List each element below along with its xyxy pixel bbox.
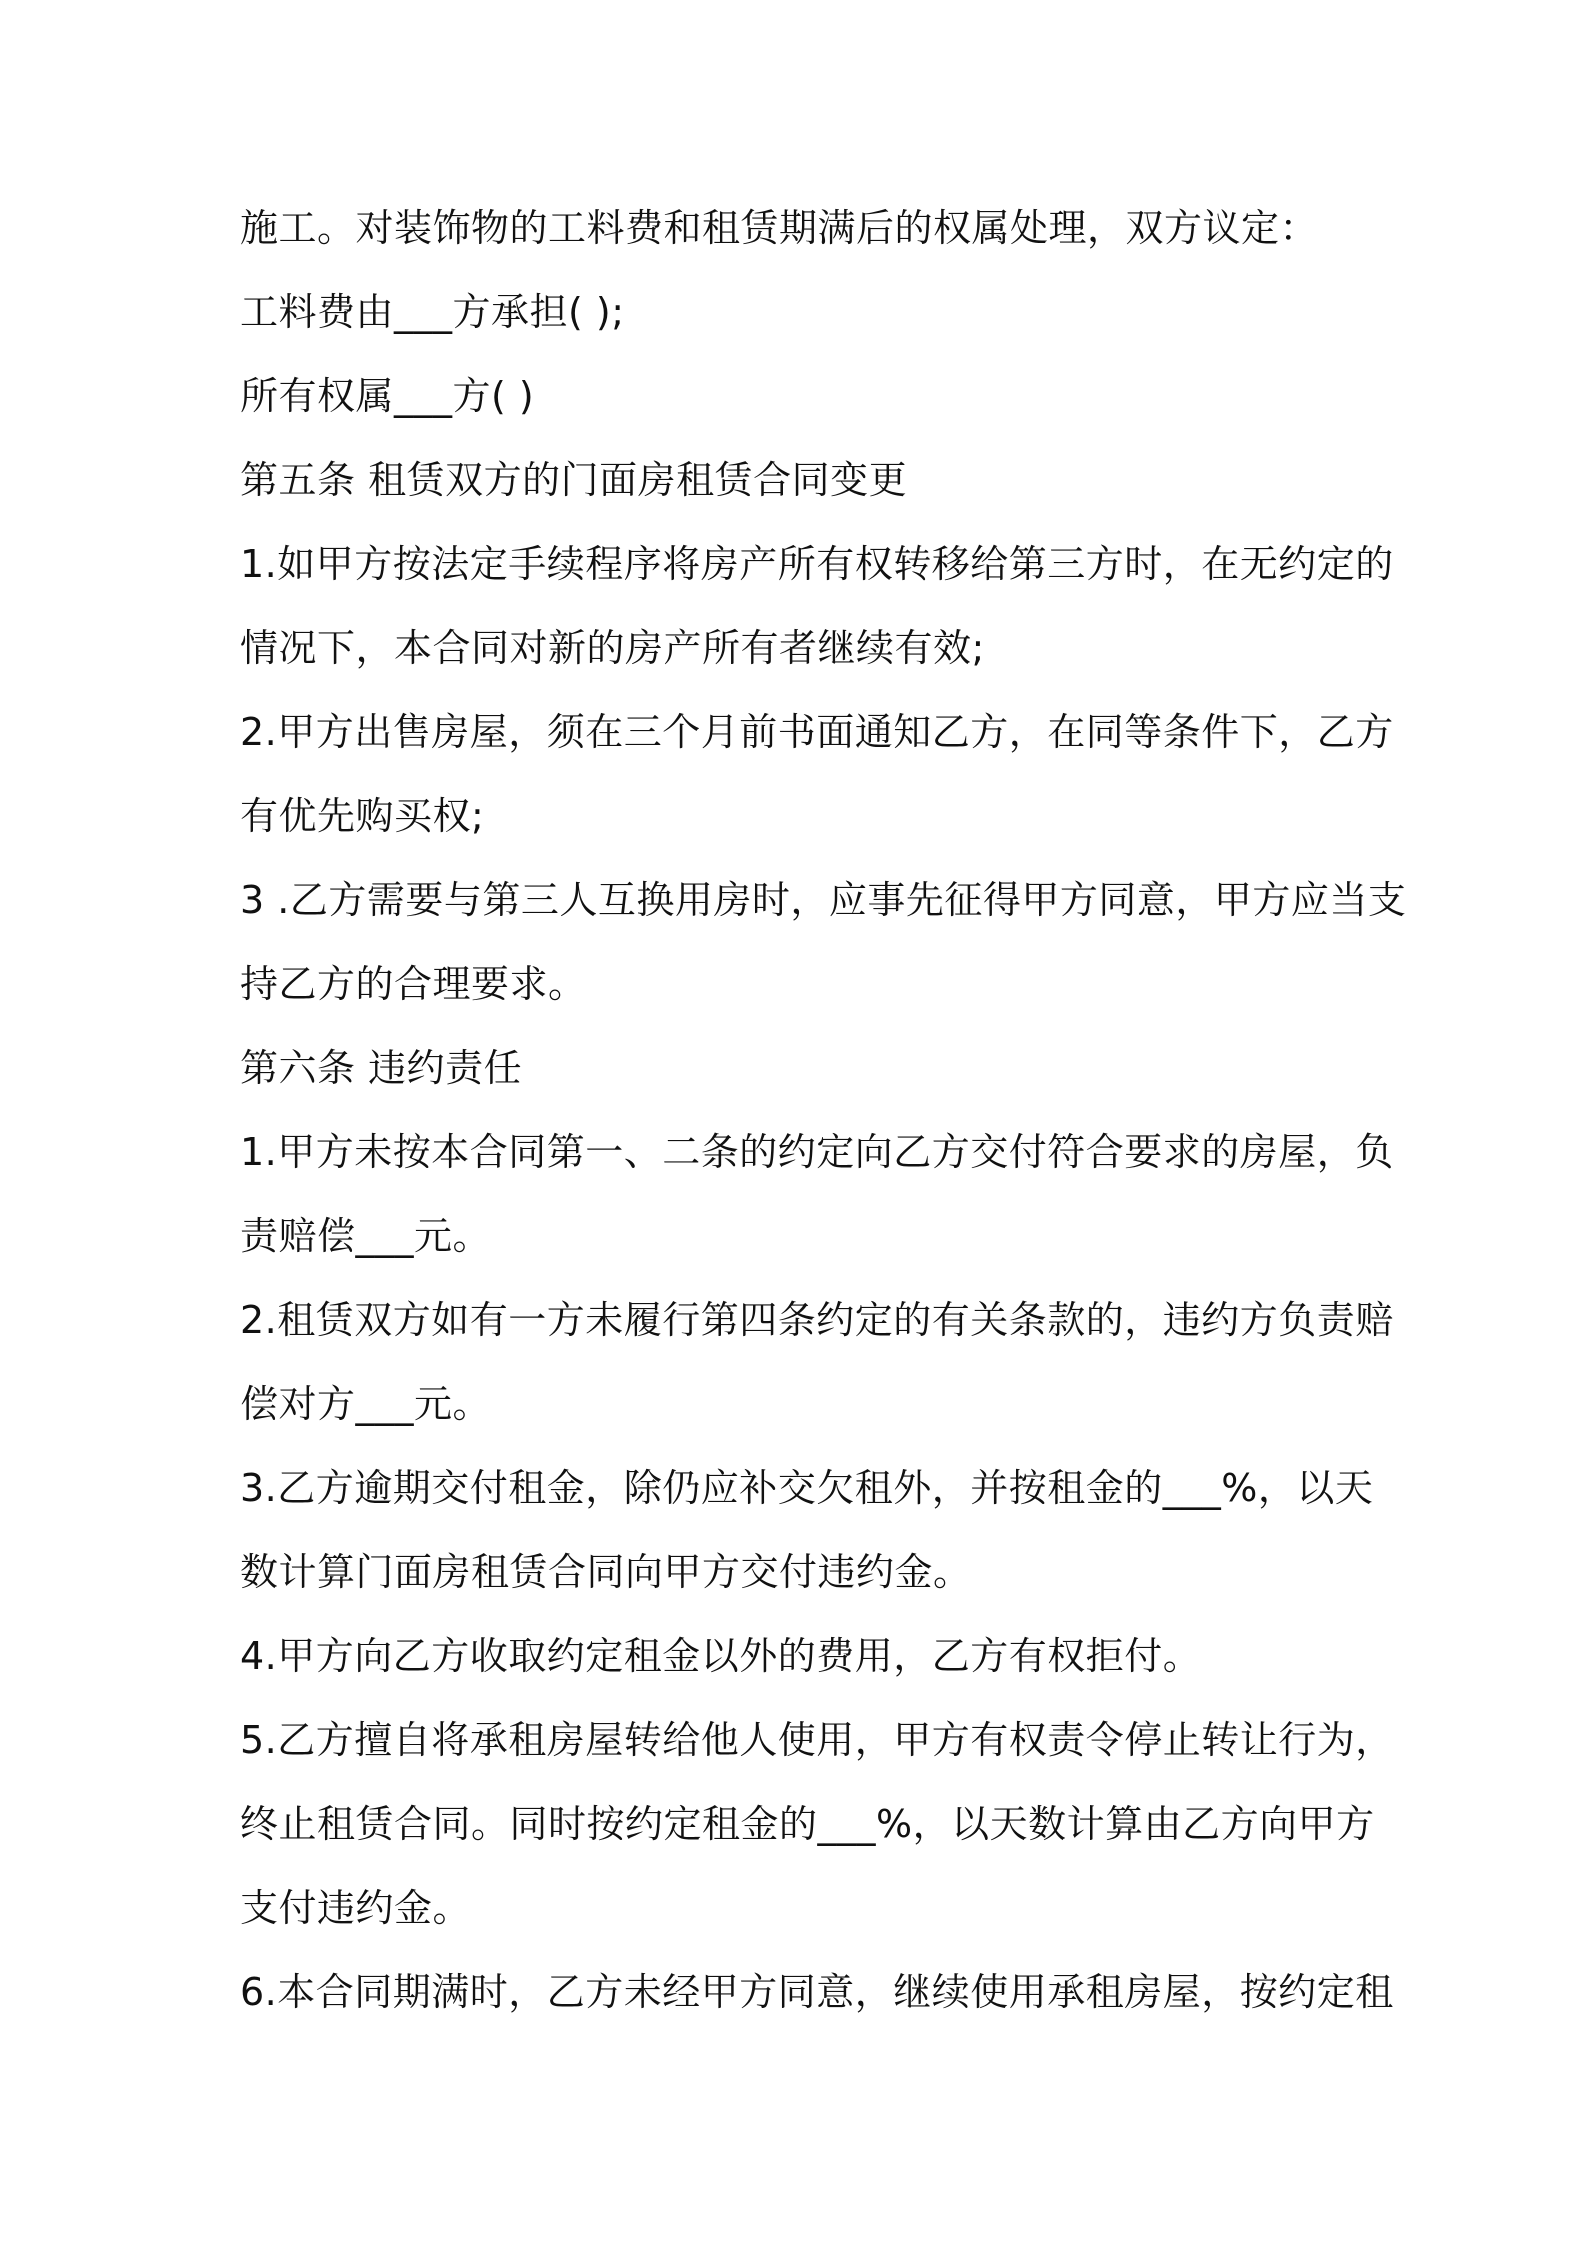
text-line: 情况下，本合同对新的房产所有者继续有效;: [240, 626, 985, 670]
text-line: 数计算门面房租赁合同向甲方交付违约金。: [240, 1550, 972, 1594]
text-line: 3.乙方逾期交付租金，除仍应补交欠租外，并按租金的___%，以天: [240, 1466, 1374, 1510]
text-line: 工料费由___方承担( );: [240, 290, 625, 334]
document-body: [240, 198, 1407, 2046]
text-line: 责赔偿___元。: [240, 1214, 492, 1258]
text-line: 终止租赁合同。同时按约定租金的___%，以天数计算由乙方向甲方: [240, 1802, 1375, 1846]
text-line: 所有权属___方( ): [240, 374, 535, 418]
section-heading: 第六条 违约责任: [240, 1046, 523, 1090]
text-line: 2.租赁双方如有一方未履行第四条约定的有关条款的，违约方负责赔: [240, 1298, 1394, 1342]
text-line: 4.甲方向乙方收取约定租金以外的费用，乙方有权拒付。: [240, 1634, 1202, 1678]
text-line: 持乙方的合理要求。: [240, 962, 587, 1006]
text-line: 5.乙方擅自将承租房屋转给他人使用，甲方有权责令停止转让行为，: [240, 1718, 1394, 1762]
text-line: 2.甲方出售房屋，须在三个月前书面通知乙方，在同等条件下，乙方: [240, 710, 1394, 754]
text-line: 支付违约金。: [240, 1886, 472, 1930]
text-line: 3 .乙方需要与第三人互换用房时，应事先征得甲方同意，甲方应当支: [240, 878, 1407, 922]
text-line: 1.如甲方按法定手续程序将房产所有权转移给第三方时，在无约定的: [240, 542, 1394, 586]
text-line: 施工。对装饰物的工料费和租赁期满后的权属处理，双方议定：: [240, 206, 1319, 250]
text-line: 有优先购买权;: [240, 794, 485, 838]
text-line: 1.甲方未按本合同第一、二条的约定向乙方交付符合要求的房屋，负: [240, 1130, 1394, 1174]
text-line: 6.本合同期满时，乙方未经甲方同意，继续使用承租房屋，按约定租: [240, 1970, 1394, 2014]
text-line: 偿对方___元。: [240, 1382, 492, 1426]
section-heading: 第五条 租赁双方的门面房租赁合同变更: [240, 458, 908, 502]
